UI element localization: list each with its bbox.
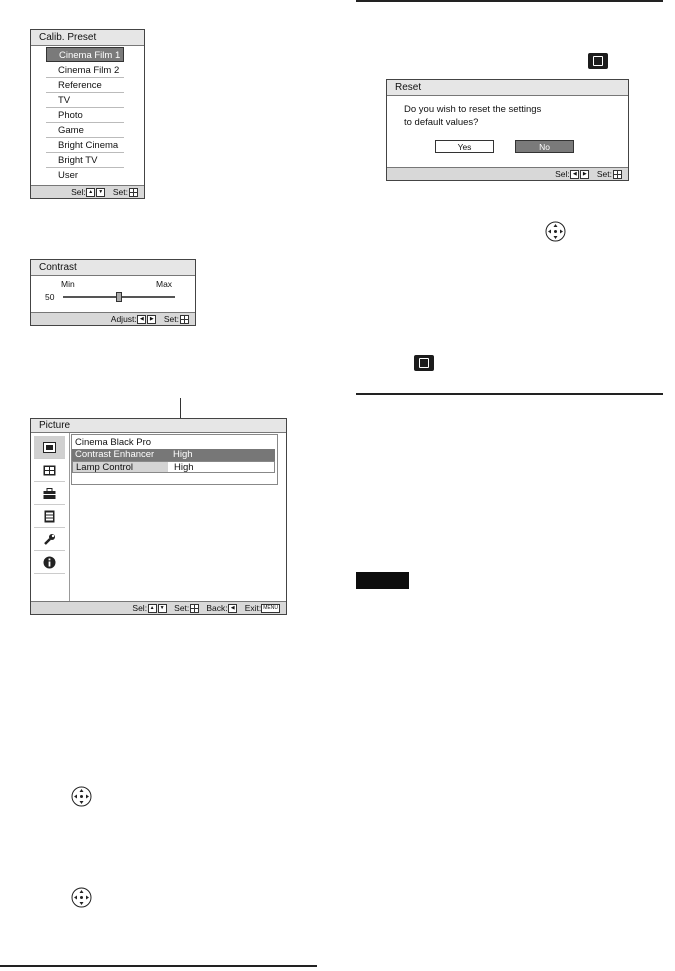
back-label: Back:	[206, 603, 228, 613]
right-middle-rule	[356, 393, 663, 395]
reset-footer	[387, 167, 628, 180]
contrast-title: Contrast	[31, 260, 195, 276]
right-arrow-icon: ▶	[580, 170, 589, 179]
sel-label: Sel:	[555, 169, 570, 179]
enter-key-icon	[180, 315, 189, 324]
right-top-rule	[356, 0, 663, 2]
preset-item-reference[interactable]: Reference	[46, 78, 124, 93]
function-icon[interactable]	[34, 505, 65, 528]
contrast-value: 50	[45, 292, 55, 302]
calib-preset-title: Calib. Preset	[31, 30, 144, 46]
contrast-min-label: Min	[61, 279, 75, 289]
sel-label: Sel:	[71, 187, 86, 197]
menu-key-icon: MENU	[263, 605, 278, 612]
picture-footer	[31, 601, 286, 614]
picture-sidebar	[31, 433, 70, 601]
down-arrow-icon: ▼	[158, 604, 167, 613]
contrast-footer	[31, 312, 195, 325]
left-arrow-icon: ◀	[137, 315, 146, 324]
reset-title: Reset	[387, 80, 628, 96]
up-arrow-icon: ▲	[86, 188, 95, 197]
picture-menu-icon	[588, 53, 608, 69]
calib-preset-footer	[31, 185, 144, 198]
no-button[interactable]: No	[515, 140, 574, 153]
left-bottom-rule	[0, 965, 317, 967]
preset-item-cinema-film-1[interactable]: Cinema Film 1	[46, 47, 124, 62]
exit-label: Exit:	[244, 603, 262, 613]
calib-preset-menu	[30, 29, 145, 199]
row-label: Contrast Enhancer	[75, 449, 155, 460]
enter-key-icon	[613, 170, 622, 179]
preset-item-bright-cinema[interactable]: Bright Cinema	[46, 138, 124, 153]
contrast-max-label: Max	[156, 279, 173, 289]
left-arrow-icon: ◀	[228, 604, 237, 613]
down-arrow-icon: ▼	[96, 188, 105, 197]
information-icon[interactable]	[34, 551, 65, 574]
up-arrow-icon: ▲	[148, 604, 157, 613]
set-label: Set:	[174, 603, 190, 613]
setup-icon[interactable]	[34, 482, 65, 505]
enter-button-icon	[71, 887, 92, 908]
set-label: Set:	[596, 169, 612, 179]
row-contrast-enhancer[interactable]	[72, 449, 275, 461]
contrast-slider-handle[interactable]	[116, 292, 122, 302]
reset-dialog	[386, 79, 629, 181]
preset-item-cinema-film-2[interactable]: Cinema Film 2	[46, 63, 124, 78]
row-label: Cinema Black Pro	[75, 437, 152, 448]
right-arrow-icon: ▶	[147, 315, 156, 324]
yes-button[interactable]: Yes	[435, 140, 494, 153]
picture-menu-icon	[414, 355, 434, 371]
picture-title: Picture	[31, 419, 286, 433]
installation-icon[interactable]	[34, 528, 65, 551]
set-label: Set:	[112, 187, 128, 197]
preset-item-photo[interactable]: Photo	[46, 108, 124, 123]
preset-item-user[interactable]: User	[58, 170, 79, 181]
row-value: High	[174, 462, 194, 473]
enter-button-icon	[71, 786, 92, 807]
row-value: High	[173, 449, 193, 460]
row-lamp-control[interactable]	[72, 461, 275, 473]
screen-icon[interactable]	[34, 459, 65, 482]
preset-item-game[interactable]: Game	[46, 123, 124, 138]
sel-label: Sel:	[132, 603, 148, 613]
left-arrow-icon: ◀	[570, 170, 579, 179]
contrast-menu	[30, 259, 196, 326]
enter-button-icon	[545, 221, 566, 242]
reset-message-line-2: to default values?	[404, 117, 479, 128]
enter-key-icon	[129, 188, 138, 197]
note-label-box	[356, 572, 409, 589]
row-label: Lamp Control	[76, 462, 134, 473]
preset-item-tv[interactable]: TV	[46, 93, 124, 108]
picture-icon[interactable]	[34, 436, 65, 459]
adjust-label: Adjust:	[110, 314, 137, 324]
preset-item-bright-tv[interactable]: Bright TV	[46, 153, 124, 168]
set-label: Set:	[163, 314, 179, 324]
reset-message-line-1: Do you wish to reset the settings	[404, 104, 542, 115]
picture-menu	[30, 418, 287, 615]
row-cinema-black-pro[interactable]	[72, 437, 275, 449]
enter-key-icon	[190, 604, 199, 613]
